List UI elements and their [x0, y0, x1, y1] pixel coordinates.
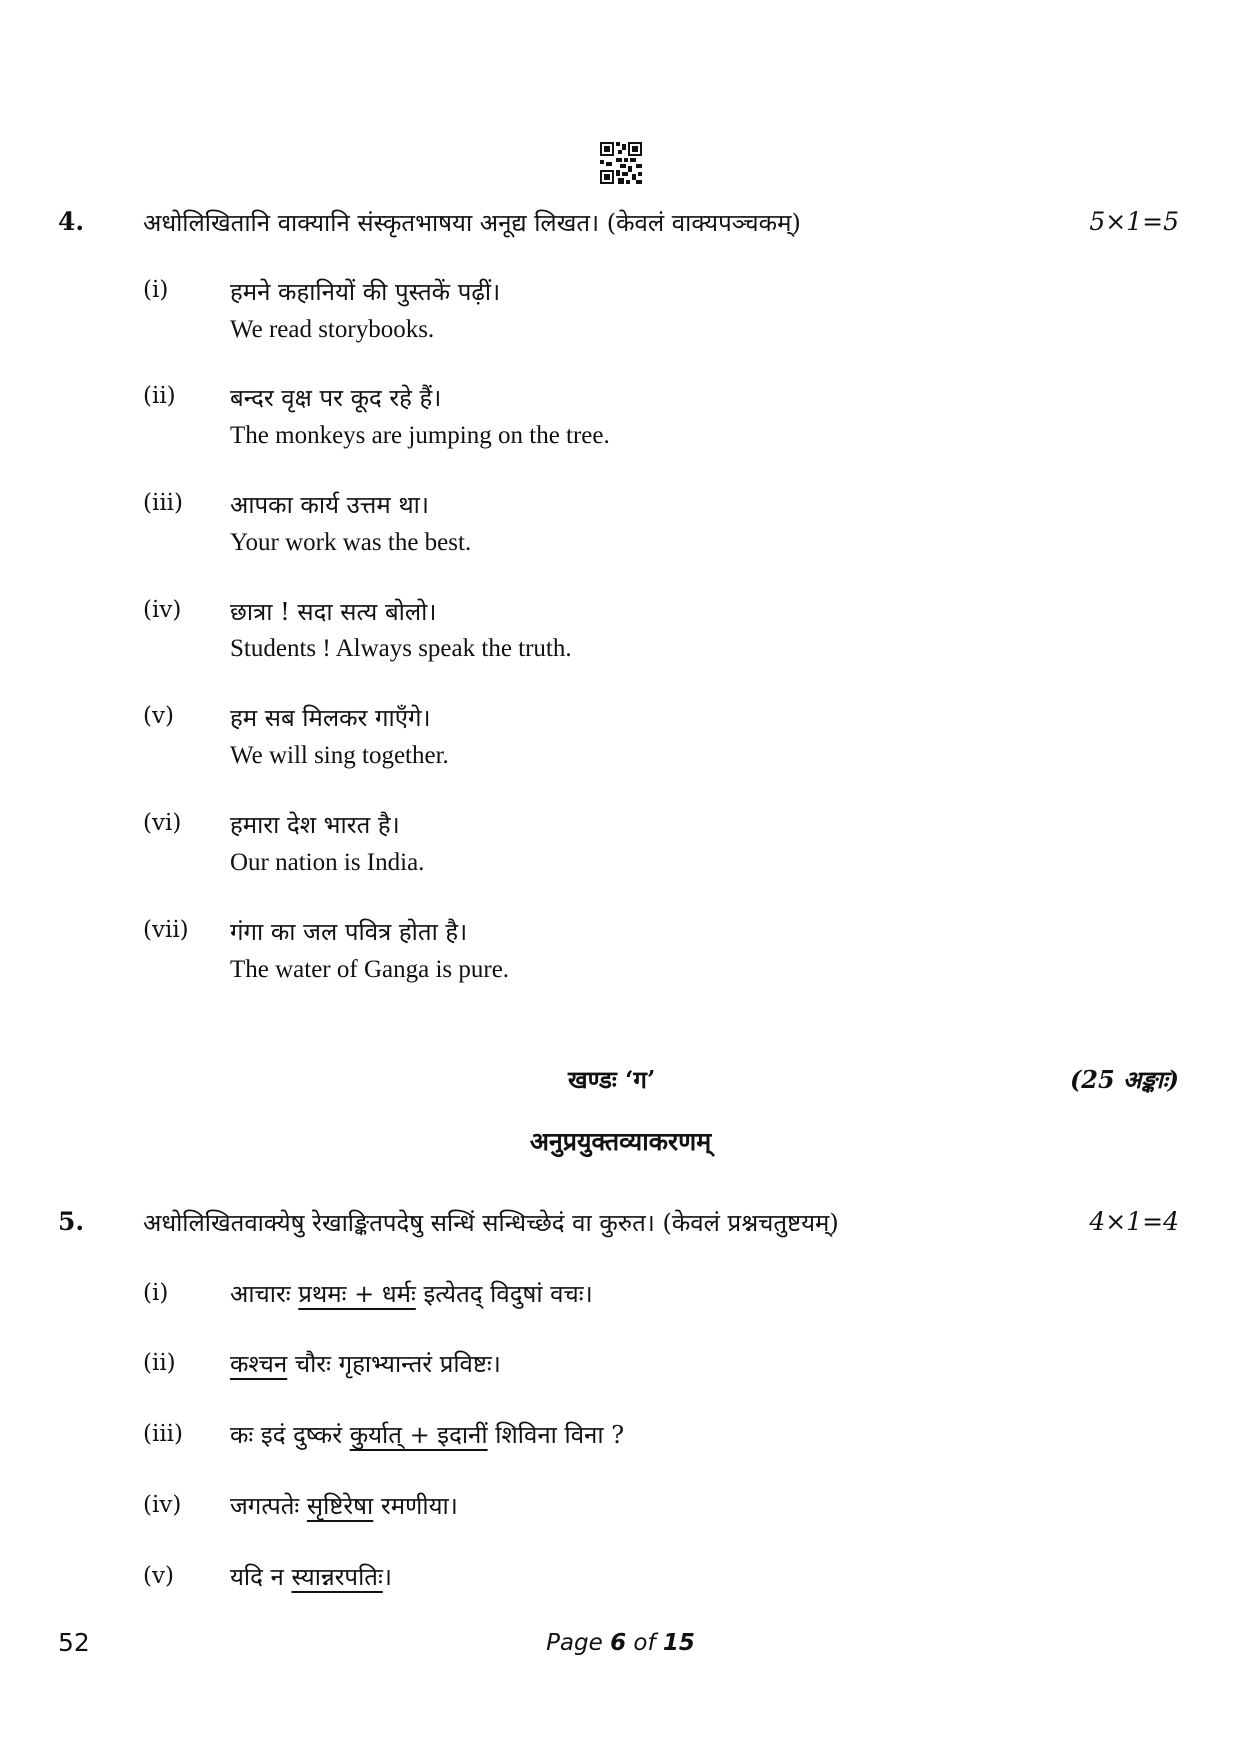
item-sentence: [230, 1560, 392, 1593]
item-label: (iv): [143, 597, 182, 623]
sentence-text: यदि न: [230, 1563, 292, 1591]
question-5-instruction: अधोलिखितवाक्येषु रेखाङ्कितपदेषु सन्धिं सन्धिच्छेदं वा कुरुत। (केवलं प्रश्नचतुष्टयम्): [143, 1209, 839, 1237]
qr-code: [600, 142, 642, 184]
item-sentence: [230, 1489, 458, 1522]
item-hindi-sentence: हमारा देश भारत है।: [230, 811, 400, 839]
item-label: (vi): [143, 810, 182, 836]
item-label: (ii): [143, 1350, 176, 1376]
item-english-sentence: The water of Ganga is pure.: [230, 956, 510, 983]
item-hindi-sentence: छात्रा ! सदा सत्य बोलो।: [230, 598, 437, 626]
question-number-5: 5.: [58, 1207, 85, 1236]
item-hindi-sentence: हमने कहानियों की पुस्तकें पढ़ीं।: [230, 278, 501, 306]
page-of: of: [626, 1630, 663, 1656]
sentence-text: कः इदं दुष्करं: [230, 1421, 350, 1449]
page-prefix: Page: [546, 1630, 611, 1656]
section-subtitle: अनुप्रयुक्तव्याकरणम्: [529, 1127, 712, 1156]
sentence-text: जगत्पतेः: [230, 1492, 307, 1520]
item-label: (iv): [143, 1492, 182, 1518]
question-4-marks: 5×1=5: [1089, 207, 1179, 236]
underlined-word: स्यान्नरपतिः: [291, 1563, 383, 1591]
item-label: (ii): [143, 383, 176, 409]
sentence-text: ।: [382, 1563, 392, 1591]
item-sentence: [230, 1277, 593, 1310]
item-label: (iii): [143, 1421, 184, 1447]
sentence-text: रमणीया।: [373, 1492, 458, 1520]
item-english-sentence: The monkeys are jumping on the tree.: [230, 422, 610, 449]
item-hindi-sentence: बन्दर वृक्ष पर कूद रहे हैं।: [230, 384, 442, 412]
question-number-4: 4.: [58, 207, 85, 236]
item-label: (i): [143, 1280, 169, 1306]
section-marks: (25 अङ्काः): [1069, 1065, 1179, 1094]
item-hindi-sentence: गंगा का जल पवित्र होता है।: [230, 918, 468, 946]
page-number: [0, 1630, 1241, 1656]
sentence-text: इत्येतद् विदुषां वचः।: [415, 1280, 593, 1308]
section-title: खण्डः ‘ग’: [568, 1065, 656, 1094]
underlined-word: सृष्टिरेषा: [306, 1492, 374, 1520]
item-label: (iii): [143, 490, 184, 516]
current-page: 6: [610, 1630, 627, 1656]
underlined-word: प्रथमः + धर्मः: [298, 1280, 416, 1308]
sentence-text: शिविना विना ?: [487, 1421, 625, 1449]
item-english-sentence: Our nation is India.: [230, 849, 425, 876]
item-label: (v): [143, 703, 174, 729]
total-pages: 15: [662, 1630, 695, 1656]
item-label: (vii): [143, 917, 189, 943]
sentence-text: चौरः गृहाभ्यान्तरं प्रविष्टः।: [287, 1350, 501, 1378]
item-hindi-sentence: हम सब मिलकर गाएँगे।: [230, 704, 431, 732]
item-english-sentence: We read storybooks.: [230, 316, 435, 343]
item-english-sentence: Students ! Always speak the truth.: [230, 635, 572, 662]
item-label: (i): [143, 277, 169, 303]
question-5-marks: 4×1=4: [1089, 1207, 1179, 1236]
underlined-word: कश्चन: [230, 1350, 288, 1378]
item-english-sentence: Your work was the best.: [230, 529, 472, 556]
item-hindi-sentence: आपका कार्य उत्तम था।: [230, 491, 429, 519]
sentence-text: आचारः: [230, 1280, 299, 1308]
item-sentence: [230, 1347, 501, 1380]
item-sentence: [230, 1418, 624, 1451]
underlined-word: कुर्यात् + इदानीं: [349, 1421, 488, 1449]
item-label: (v): [143, 1563, 174, 1589]
item-english-sentence: We will sing together.: [230, 742, 449, 769]
paper-code: 52: [58, 1628, 90, 1657]
question-4-instruction: अधोलिखितानि वाक्यानि संस्कृतभाषया अनूद्य लिखत। (केवलं वाक्यपञ्चकम्): [143, 209, 801, 237]
